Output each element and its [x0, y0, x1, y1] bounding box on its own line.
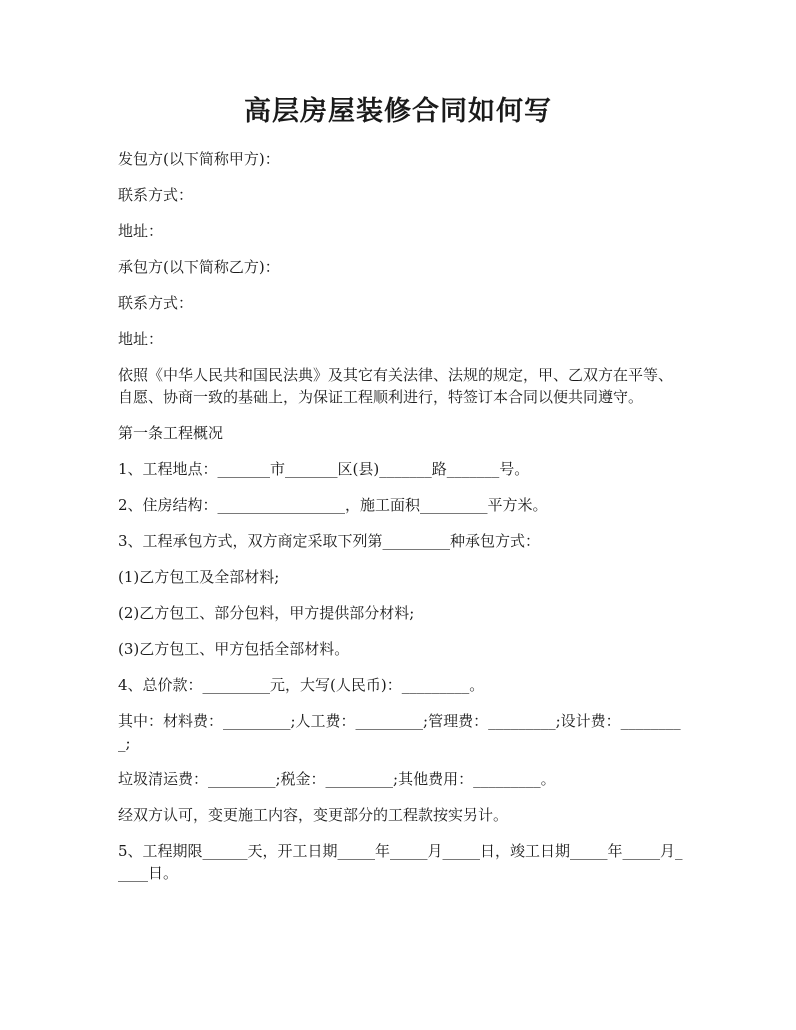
paragraph-contractor-contact: 联系方式：	[118, 294, 194, 312]
option-1: (1)乙方包工及全部材料;	[118, 568, 280, 586]
paragraph-contractor: 承包方(以下简称乙方)：	[118, 258, 280, 276]
clause-other-fees: 垃圾清运费：_________;税金：_________;其他费用：_________。	[118, 770, 556, 788]
clause-contract-method: 3、工程承包方式，双方商定采取下列第_________种承包方式：	[118, 532, 541, 550]
clause-housing-structure: 2、住房结构：_________________，施工面积_________平方米。	[118, 496, 548, 514]
section-heading-project-overview: 第一条工程概况	[118, 424, 224, 442]
clause-project-period: 5、工程期限______天，开工日期_____年_____月_____日，竣工日期_____年_____月_____日。	[118, 842, 683, 882]
clause-change-note: 经双方认可，变更施工内容，变更部分的工程款按实另计。	[118, 806, 509, 824]
option-2: (2)乙方包工、部分包料，甲方提供部分材料;	[118, 604, 415, 622]
option-3: (3)乙方包工、甲方包括全部材料。	[118, 640, 350, 658]
document-title: 高层房屋装修合同如何写	[244, 96, 552, 127]
paragraph-contractor-address: 地址：	[118, 330, 164, 348]
paragraph-employer-contact: 联系方式：	[118, 186, 194, 204]
clause-price-breakdown: 其中：材料费：_________;人工费：_________;管理费：_________;设计费：_________;	[118, 712, 681, 752]
clause-project-location: 1、工程地点：_______市_______区(县)_______路_______号。	[118, 460, 530, 478]
paragraph-preamble: 依照《中华人民共和国民法典》及其它有关法律、法规的规定，甲、乙双方在平等、自愿、协商一致的基础上，为保证工程顺利进行，特签订本合同以便共同遵守。	[118, 366, 674, 406]
document-body	[118, 148, 684, 898]
paragraph-employer-address: 地址：	[118, 222, 164, 240]
clause-total-price: 4、总价款：_________元，大写(人民币)：_________。	[118, 676, 485, 694]
paragraph-employer: 发包方(以下简称甲方)：	[118, 150, 280, 168]
